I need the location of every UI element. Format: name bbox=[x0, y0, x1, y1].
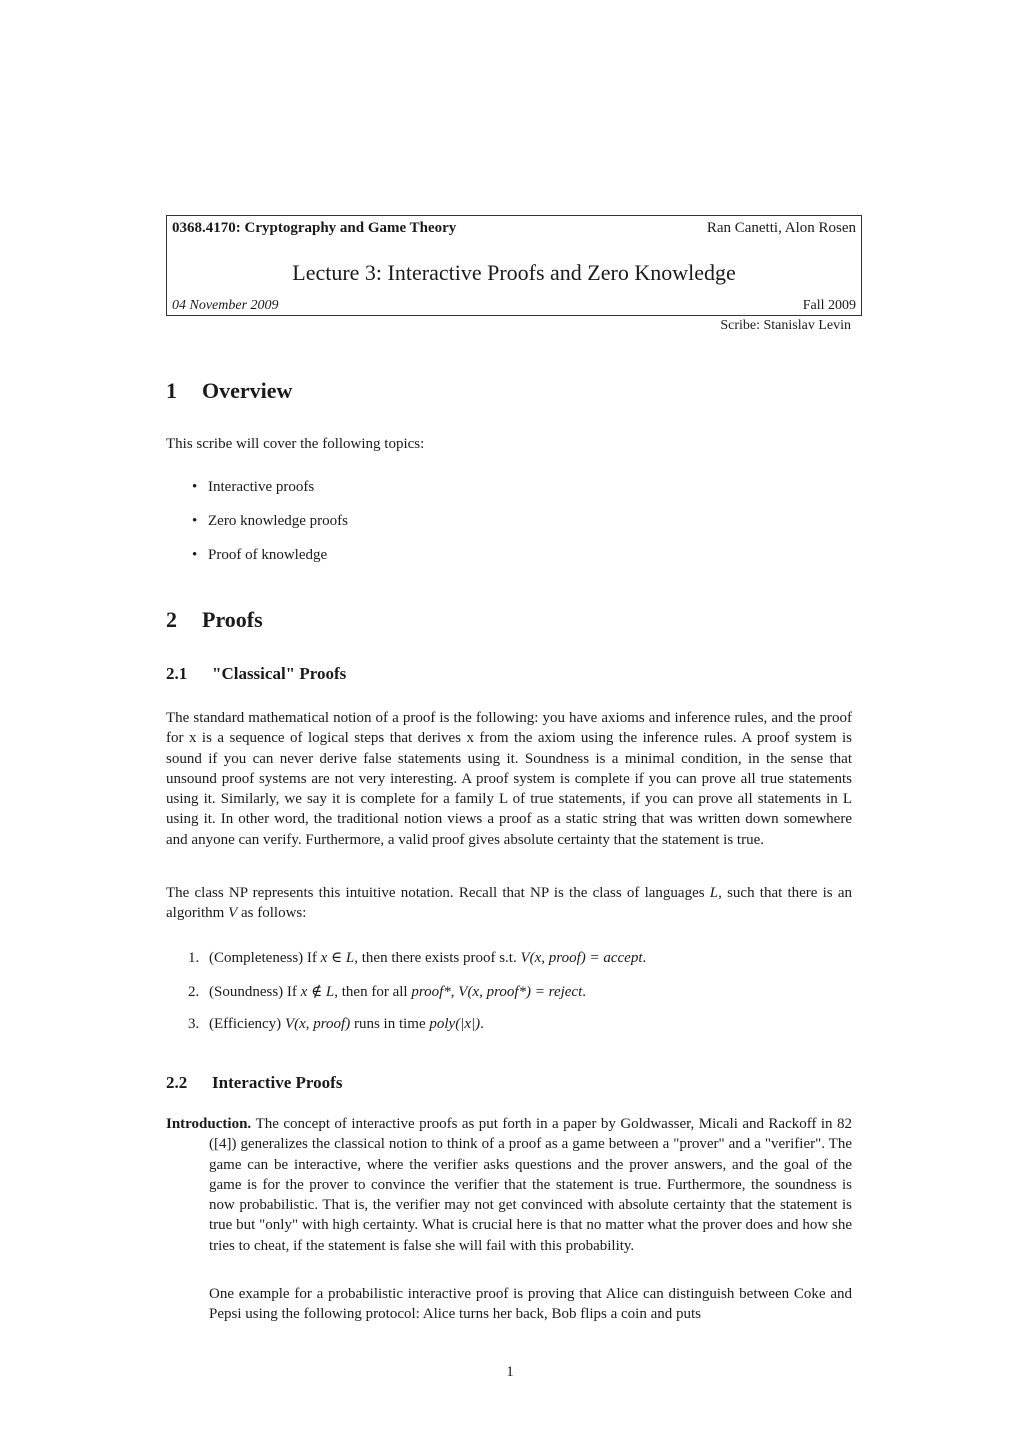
subsection-title: "Classical" Proofs bbox=[212, 664, 347, 683]
lecture-header-box bbox=[166, 215, 862, 316]
subsection-2-1-heading bbox=[166, 664, 346, 684]
section-number: 2 bbox=[166, 607, 177, 632]
list-item: 1. (Completeness) If x ∈ L, then there exists proof s.t. V(x, proof) = accept. bbox=[188, 950, 647, 966]
section-title: Proofs bbox=[202, 607, 263, 632]
page-number: 1 bbox=[506, 1364, 514, 1380]
section-2-heading bbox=[166, 607, 263, 633]
classical-proofs-paragraph: The standard mathematical notion of a proof is the following: you have axioms and inference rules, and the proof for x is a sequence of logical steps that derives x from the axiom using the inference rules. A proof system is sound if you can never derive false statements using it. Soundness is a minimal condition, in the sense that unsound proof systems are not very interesting. A proof system is complete if you can prove all true statements using it. Similarly, we say it is complete for a family L of true statements, if you can prove all statements in L using it. In other word, the traditional notion views a proof as a static string that was written down somewhere and anyone can verify. Furthermore, a valid proof gives absolute certainty that the statement is true. bbox=[166, 710, 852, 848]
coke-pepsi-paragraph: One example for a probabilistic interactive proof is proving that Alice can distinguish between Coke and Pepsi using the following protocol: Alice turns her back, Bob flips a coin and puts bbox=[209, 1286, 852, 1323]
interactive-proofs-paragraph: The concept of interactive proofs as put forth in a paper by Goldwasser, Micali and Rackoff in 82 ([4]) generalizes the classical notion to think of a proof as a game between a "prover" and a "verifier". The game can be interactive, where the verifier asks questions and the prover answers, and the goal of the game is for the prover to convince the verifier that the statement is true. Furthermore, the soundness is now probabilistic. That is, the verifier may not get convinced with absolute certainty that the statement is true but "only" with high certainty. What is crucial here is that no matter what the prover does and how she tries to cheat, if the statement is false she will fail with this probability. bbox=[209, 1116, 852, 1254]
subsection-number: 2.1 bbox=[166, 664, 188, 683]
lecture-title: Lecture 3: Interactive Proofs and Zero Knowledge bbox=[292, 260, 736, 285]
overview-intro: This scribe will cover the following topics: bbox=[166, 436, 425, 452]
lecture-date: 04 November 2009 bbox=[172, 298, 279, 313]
bullet-icon: • bbox=[192, 479, 198, 495]
bullet-icon: • bbox=[192, 513, 198, 529]
course-name: 0368.4170: Cryptography and Game Theory bbox=[172, 220, 457, 236]
list-item: • Interactive proofs bbox=[192, 479, 315, 495]
list-item: 2. (Soundness) If x ∉ L, then for all proof*, V(x, proof*) = reject. bbox=[188, 984, 586, 1000]
authors: Ran Canetti, Alon Rosen bbox=[706, 220, 856, 236]
subsection-title: Interactive Proofs bbox=[212, 1073, 343, 1092]
list-item: 3. (Efficiency) V(x, proof) runs in time poly(|x|). bbox=[188, 1016, 484, 1032]
section-1-heading bbox=[166, 378, 292, 404]
list-item: • Zero knowledge proofs bbox=[192, 513, 348, 529]
paragraph-lead: Introduction. bbox=[166, 1116, 252, 1132]
np-paragraph: The class NP represents this intuitive notation. Recall that NP is the class of languages L, such that there is an algorithm V as follows: bbox=[166, 885, 852, 922]
scribe: Scribe: Stanislav Levin bbox=[720, 318, 851, 333]
section-number: 1 bbox=[166, 378, 177, 403]
list-item: • Proof of knowledge bbox=[192, 547, 328, 563]
subsection-2-2-heading bbox=[166, 1073, 342, 1093]
section-title: Overview bbox=[202, 378, 293, 403]
subsection-number: 2.2 bbox=[166, 1073, 188, 1092]
bullet-icon: • bbox=[192, 547, 198, 563]
term: Fall 2009 bbox=[802, 298, 856, 313]
